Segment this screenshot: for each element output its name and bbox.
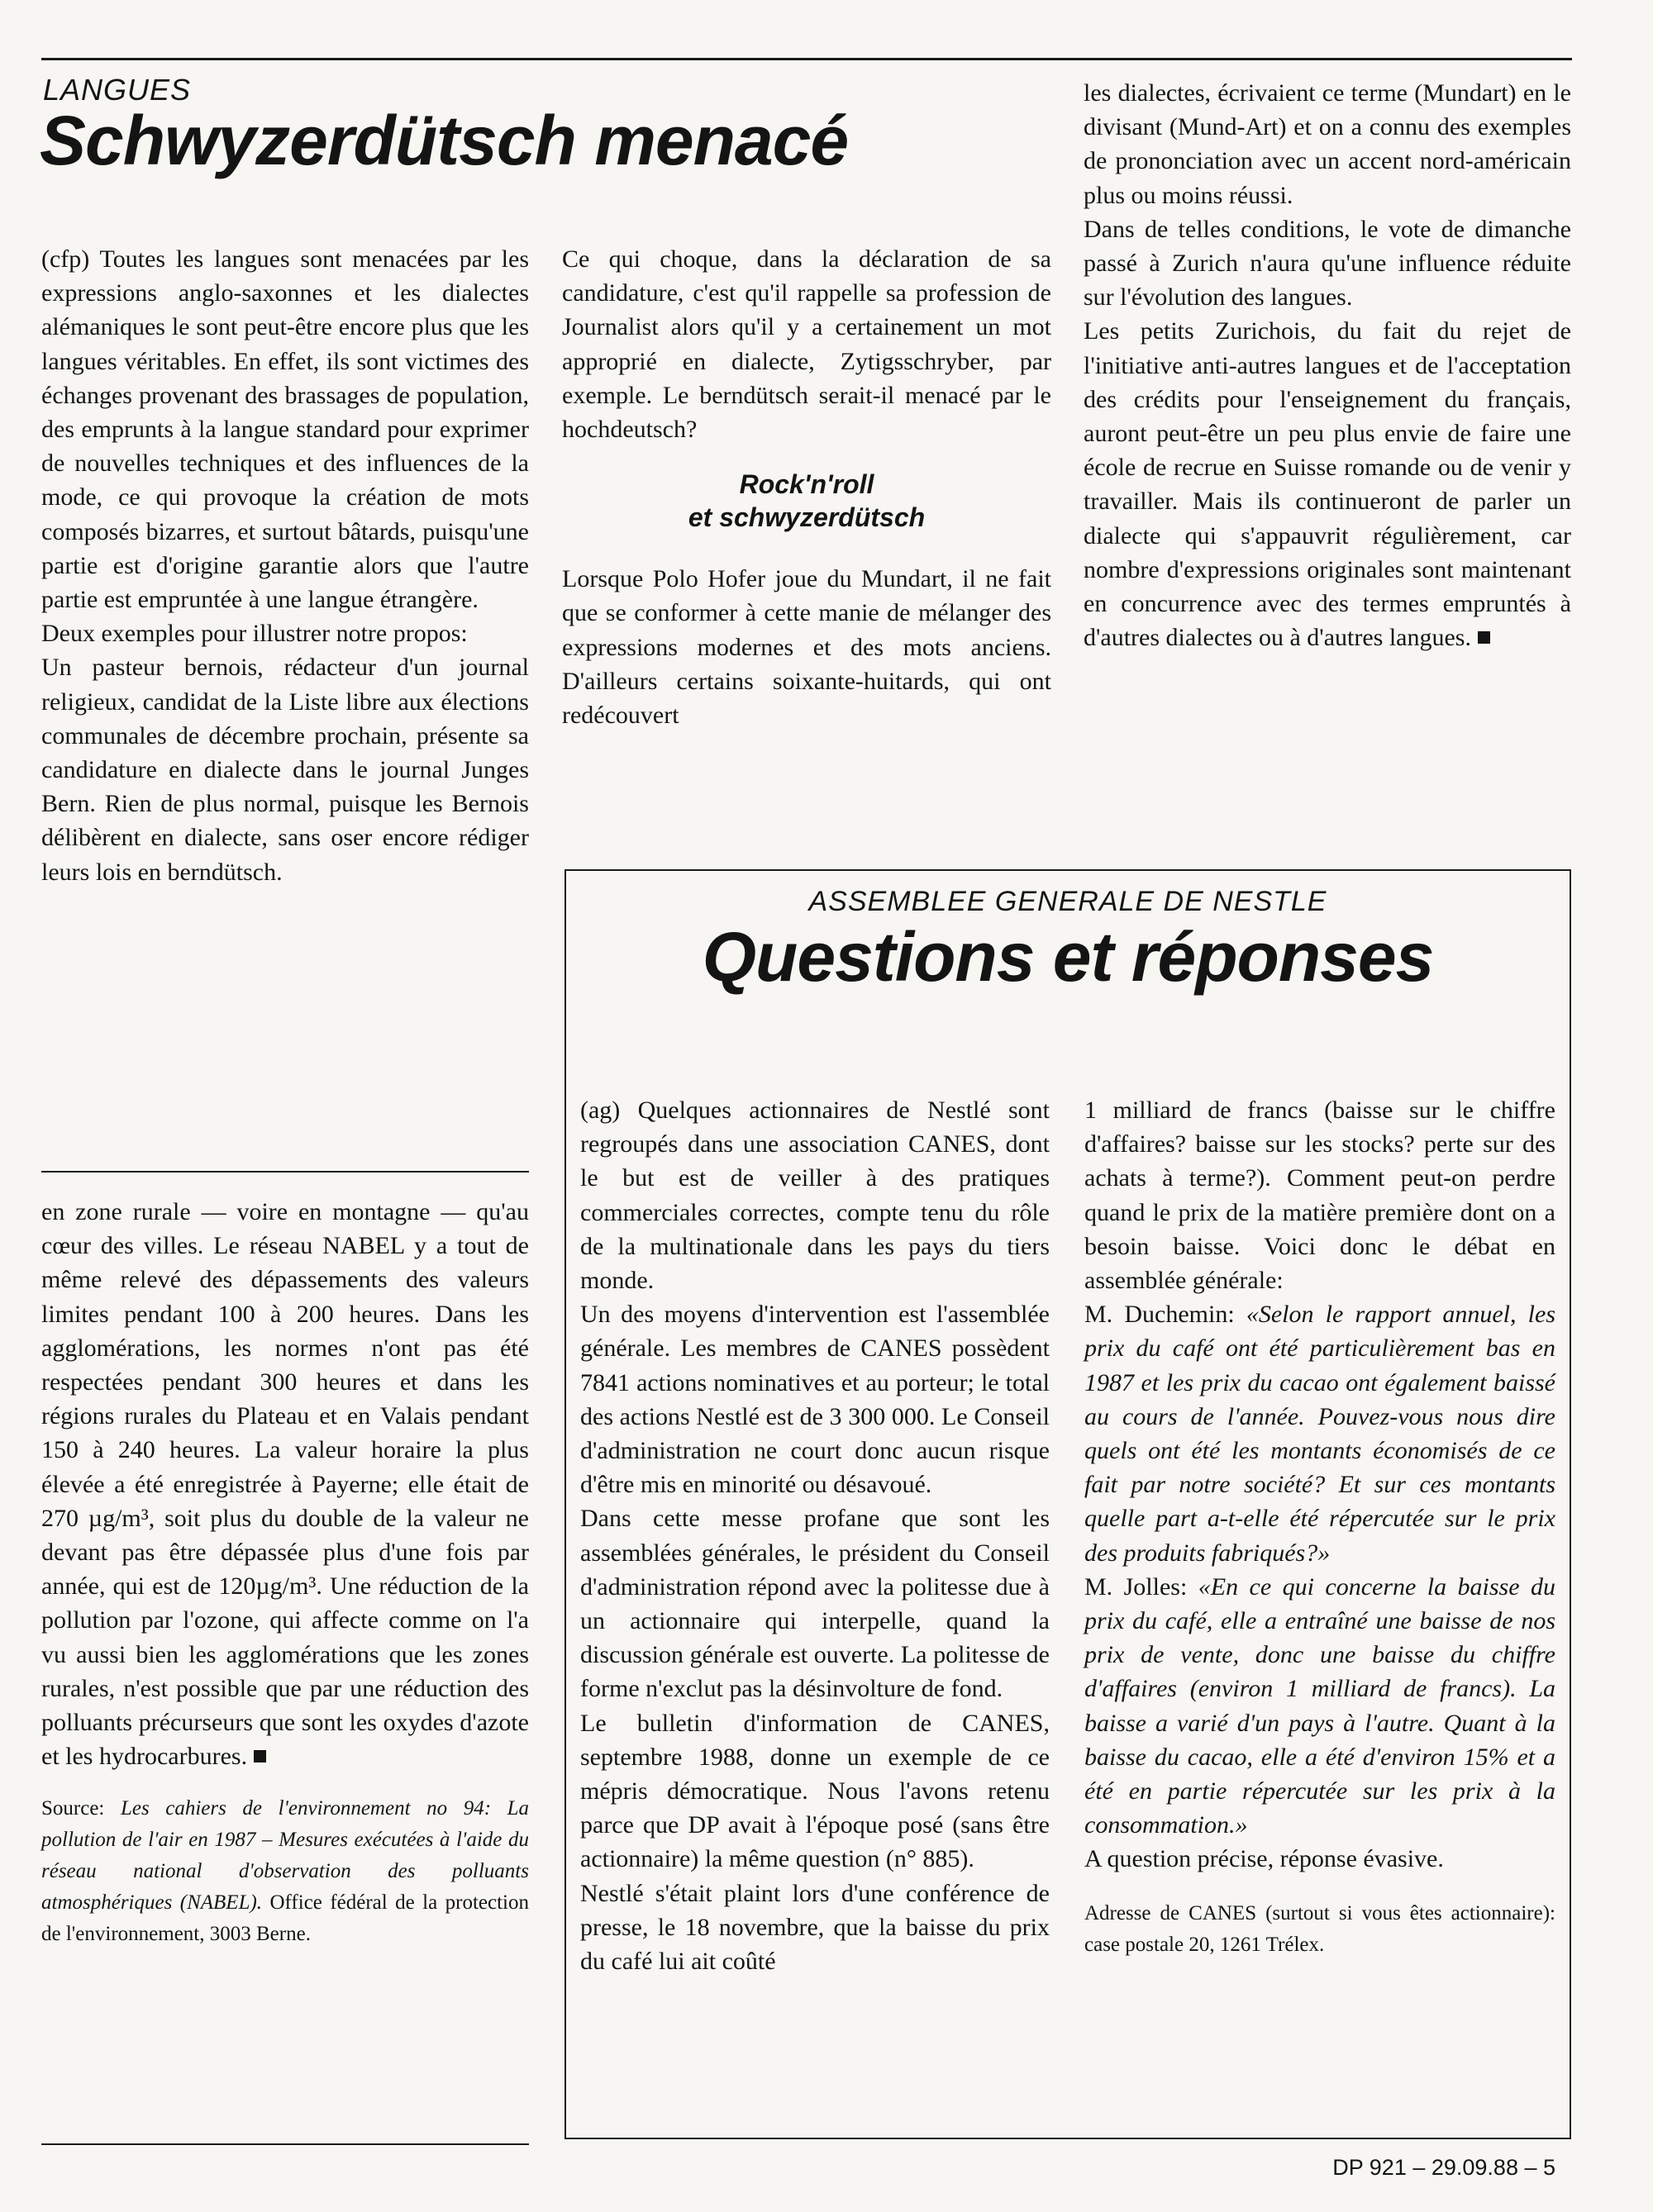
article2-paragraph: Un des moyens d'intervention est l'assemblée générale. Les membres de CANES possèdent 7841 actions nominatives et au porteur; le total des actions Nestlé est de 3 300 000. Le Conseil d'administration ne court donc aucun risque d'être mis en minorité ou désavoué. (580, 1301, 1050, 1499)
article1-subheading (562, 468, 1051, 534)
end-mark-icon (1478, 631, 1490, 644)
article2-paragraph: Dans cette messe profane que sont les assemblées générales, le président du Conseil d'administration répond avec la politesse due à un actionnaire qui interpelle, quand la discussion générale est ouverte. La politesse de forme n'exclut pas la désinvolture de fond. (580, 1505, 1050, 1703)
article1-paragraph: Ce qui choque, dans la déclaration de sa candidature, c'est qu'il rappelle sa profession de Journalist alors qu'il y a certainement un mot approprié en dialecte, Zytigsschryber, par exemple. Le berndütsch serait-il menacé par le hochdeutsch? (562, 245, 1051, 444)
article2-title: Questions et réponses (702, 918, 1434, 996)
article1-column-3 (1084, 76, 1571, 654)
article2-paragraph: 1 milliard de francs (baisse sur le chiffre d'affaires? baisse sur les stocks? perte sur des achats à terme?). Comment peut-on perdre quand le prix de la matière première dont on a besoin baisse. Voici donc le débat en assemblée générale: (1084, 1096, 1555, 1295)
answer-speaker: M. Jolles: (1084, 1572, 1188, 1601)
source-title: Les cahiers de l'environnement no 94: La pollution de l'air en 1987 – Mesures exécutées à l'aide du réseau national d'observation des polluants atmosphériques (NABEL). (41, 1797, 529, 1915)
canes-address: Adresse de CANES (surtout si vous êtes actionnaire): case postale 20, 1261 Trélex. (1084, 1901, 1555, 1956)
subheading-line: Rock'n'roll (739, 469, 874, 500)
answer-text: «En ce qui concerne la baisse du prix du café, elle a entraîné une baisse de nos prix de vente, donc une baisse du chiffre d'affaires (environ 1 milliard de francs). La baisse a varié d'un pays à l'autre. Quant à la baisse du cacao, elle a été d'environ 15% et a été en partie répercutée sur les prix à la consommation.» (1084, 1572, 1555, 1839)
end-mark-icon (254, 1750, 266, 1762)
source-publisher: Office fédéral de la protection de l'environnement, 3003 Berne. (41, 1891, 529, 1946)
article1-paragraph: (cfp) Toutes les langues sont menacées par les expressions anglo-saxonnes et les dialectes alémaniques le sont peut-être encore plus que les langues véritables. En effet, ils sont victimes des échanges provenant des brassages de population, des emprunts à la langue standard pour exprimer de nouvelles techniques et des influences de la mode, ce qui provoque la création de mots composés bizarres, et surtout bâtards, puisqu'une partie est d'origine garantie alors que l'autre partie est empruntée à une langue étrangère. (41, 245, 529, 614)
article2-paragraph: (ag) Quelques actionnaires de Nestlé sont regroupés dans une association CANES, dont le but est de veiller à des pratiques commerciales correctes, compte tenu du rôle de la multinationale dans les pays du tiers monde. (580, 1096, 1050, 1295)
article1-paragraph: Un pasteur bernois, rédacteur d'un journal religieux, candidat de la Liste libre aux élections communales de décembre prochain, présente sa candidature en dialecte dans le journal Junges Bern. Rien de plus normal, puisque les Bernois délibèrent en dialecte, sans oser encore rédiger leurs lois en berndütsch. (41, 654, 529, 886)
article2-paragraph: Nestlé s'était plaint lors d'une conférence de presse, le 18 novembre, que la baisse du prix du café lui ait coûté (580, 1879, 1050, 1976)
article2-column-2 (1084, 1093, 1555, 1961)
article2-paragraph: Le bulletin d'information de CANES, septembre 1988, donne un exemple de ce mépris démocratique. Nous l'avons retenu parce que DP avait à l'époque posé (sans être actionnaire) la même question (n° 885). (580, 1709, 1050, 1873)
article1-paragraph-text: Les petits Zurichois, du fait du rejet de l'initiative anti-autres langues et de l'acceptation des crédits pour l'enseignement du français, auront peut-être un peu plus envie de faire une école de recrue en Suisse romande ou de venir y travailler. Mais ils continueront de parler un dialecte qui s'appauvrit régulièrement, car nombre d'expressions originales sont maintenant en concurrence avec des termes empruntés à d'autres dialectes ou à d'autres langues. (1084, 317, 1571, 652)
article1-paragraph: Dans de telles conditions, le vote de dimanche passé à Zurich n'aura qu'une influence réduite sur l'évolution des langues. (1084, 215, 1571, 312)
ozone-source (41, 1793, 529, 1950)
subheading-line: et schwyzerdütsch (688, 502, 926, 533)
ozone-paragraph-text: en zone rurale — voire en montagne — qu'au cœur des villes. Le réseau NABEL y a tout de même relevé des dépassements des valeurs limites pendant 100 à 200 heures. Dans les agglomérations, les normes n'ont pas été respectées pendant 300 heures et dans les régions rurales du Plateau et en Valais pendant 150 à 240 heures. La valeur horaire la plus élevée a été enregistrée à Payerne; elle était de 270 µg/m³, soit plus du double de la valeur ne devant pas être dépassée plus d'une fois par année, qui est de 120µg/m³. Une réduction de la pollution par l'ozone, qui affecte comme on l'a vu aussi bien les agglomérations que les zones rurales, n'est possible que par une réduction des polluants précurseurs que sont les oxydes d'azote et les hydrocarbures. (41, 1198, 529, 1771)
article1-kicker: LANGUES (43, 73, 192, 107)
top-rule (41, 58, 1572, 60)
question-text: «Selon le rapport annuel, les prix du café ont été particulièrement bas en 1987 et les prix du cacao ont également baissé au cours de l'année. Pouvez-vous nous dire quels ont été les montants économisés de ce fait par notre société? Et sur ces montants quelle part a-t-elle été répercutée sur le prix des produits fabriqués?» (1084, 1301, 1556, 1567)
article1-paragraph: Deux exemples pour illustrer notre propos: (41, 620, 468, 648)
ozone-article-column (41, 1195, 529, 1950)
ozone-paragraph (41, 1195, 529, 1773)
article1-column-2 (562, 242, 1051, 732)
article2-kicker: ASSEMBLEE GENERALE DE NESTLE (808, 886, 1327, 917)
conclusion-paragraph: A question précise, réponse évasive. (1084, 1845, 1444, 1873)
page-footer: DP 921 – 29.09.88 – 5 (1332, 2155, 1555, 2180)
article1-column-1 (41, 242, 529, 889)
article2-column-1 (580, 1093, 1050, 1978)
article1-title: Schwyzerdütsch menacé (40, 102, 849, 179)
article1-paragraph: les dialectes, écrivaient ce terme (Mundart) en le divisant (Mund-Art) et on a connu des exemples de prononciation avec un accent nord-américain plus ou moins réussi. (1084, 79, 1571, 209)
article1-paragraph (1084, 314, 1571, 654)
answer-paragraph (1084, 1570, 1555, 1843)
article1-paragraph: Lorsque Polo Hofer joue du Mundart, il ne fait que se conformer à cette manie de mélanger des expressions modernes et des mots anciens. D'ailleurs certains soixante-huitards, qui ont redécouvert (562, 565, 1051, 730)
section-rule (41, 1171, 529, 1173)
question-speaker: M. Duchemin: (1084, 1301, 1235, 1329)
question-paragraph (1084, 1297, 1555, 1570)
bottom-rule (41, 2143, 529, 2145)
source-label: Source: (41, 1797, 105, 1820)
